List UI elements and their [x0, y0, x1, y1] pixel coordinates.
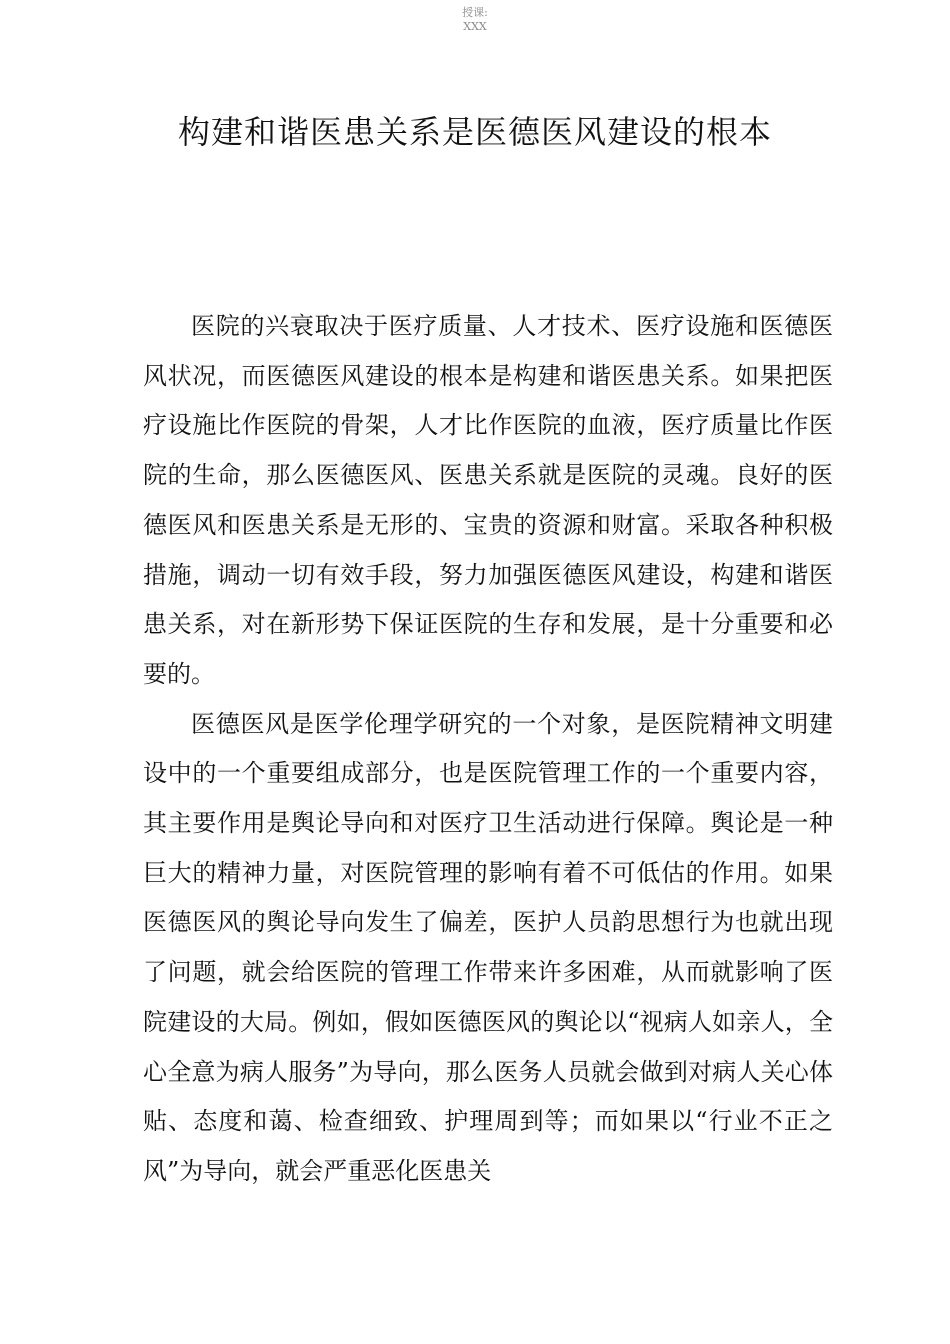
instructor-label: 授课:	[462, 6, 488, 19]
instructor-note	[0, 6, 950, 34]
document-title: 构建和谐医患关系是医德医风建设的根本	[177, 113, 772, 151]
instructor-name: XXX	[463, 20, 487, 33]
paragraph-1: 医院的兴衰取决于医疗质量、人才技术、医疗设施和医德医风状况，而医德医风建设的根本是构建和谐医患关系。如果把医疗设施比作医院的骨架，人才比作医院的血液，医疗质量比作医院的生命，那么医德医风、医患关系就是医院的灵魂。良好的医德医风和医患关系是无形的、宝贵的资源和财富。采取各种积极措施，调动一切有效手段，努力加强医德医风建设，构建和谐医患关系，对在新形势下保证医院的生存和发展，是十分重要和必要的。	[143, 312, 833, 688]
document-body	[143, 302, 833, 1197]
paragraph-2: 医德医风是医学伦理学研究的一个对象，是医院精神文明建设中的一个重要组成部分，也是医院管理工作的一个重要内容，其主要作用是舆论导向和对医疗卫生活动进行保障。舆论是一种巨大的精神力量，对医院管理的影响有着不可低估的作用。如果医德医风的舆论导向发生了偏差，医护人员韵思想行为也就出现了问题，就会给医院的管理工作带来许多困难，从而就影响了医院建设的大局。例如，假如医德医风的舆论以“视病人如亲人，全心全意为病人服务”为导向，那么医务人员就会做到对病人关心体贴、态度和蔼、检查细致、护理周到等；而如果以“行业不正之风”为导向，就会严重恶化医患关	[143, 709, 833, 1185]
